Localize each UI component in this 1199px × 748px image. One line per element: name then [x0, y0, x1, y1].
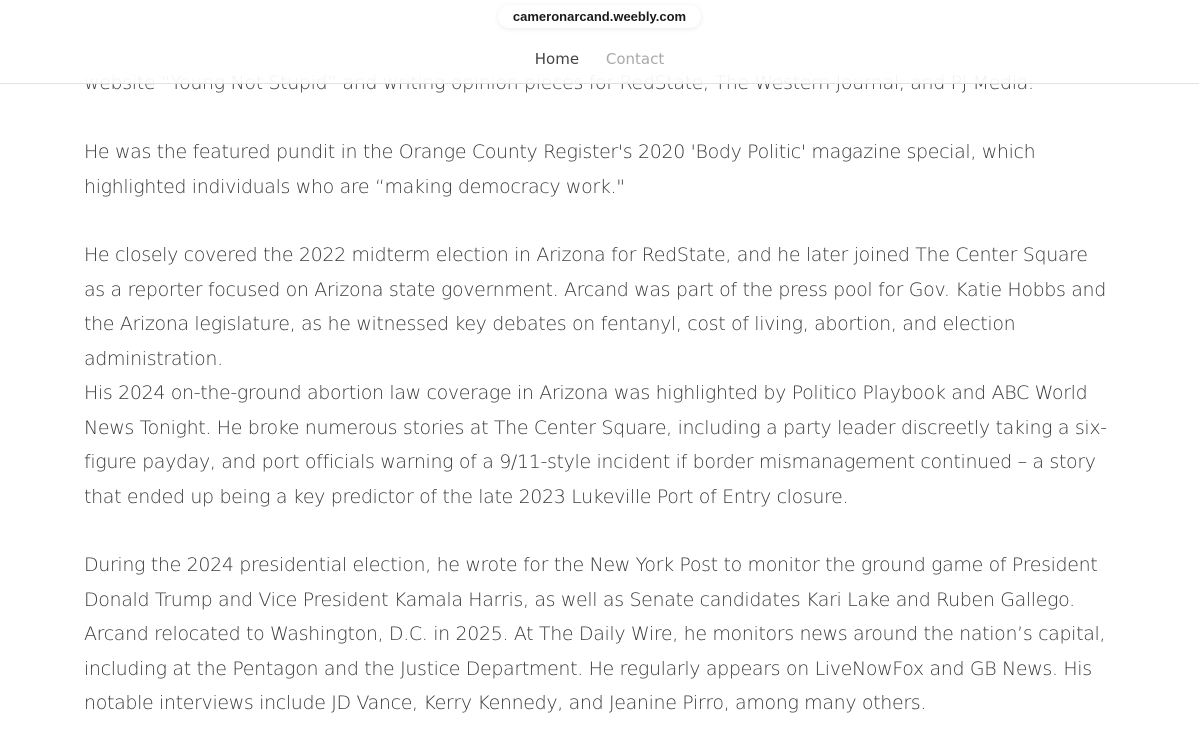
nav-item-contact[interactable]: Contact [605, 50, 665, 68]
bio-paragraph-3: He closely covered the 2022 midterm election in Arizona for RedState, and he later joined The Center Square as a reporter focused on Arizona state government. Arcand was part of the press pool for Gov. Katie Hobbs and the Arizona legislature, as he witnessed key debates on fentanyl, cost of living, abortion, and election administration. [84, 244, 1106, 370]
main-nav [0, 48, 1199, 70]
url-bar[interactable]: cameronarcand.weebly.com [498, 5, 701, 28]
site-header [0, 0, 1199, 84]
bio-paragraph-2: He was the featured pundit in the Orange County Register's 2020 'Body Politic' magazine special, which highlighted individuals who are “making democracy work." [84, 141, 1036, 198]
bio-paragraph-5: During the 2024 presidential election, he wrote for the New York Post to monitor the ground game of President Donald Trump and Vice President Kamala Harris, as well as Senate candidates Kari Lake and Ruben Gallego. Arcand relocated to Washington, D.C. in 2025. At The Daily Wire, he monitors news around the nation’s capital, including at the Pentagon and the Justice Department. He regularly appears on LiveNowFox and GB News. His notable interviews include JD Vance, Kerry Kennedy, and Jeanine Pirro, among many others. [84, 554, 1106, 714]
nav-item-home[interactable]: Home [534, 50, 580, 68]
bio-paragraph-4: His 2024 on-the-ground abortion law coverage in Arizona was highlighted by Politico Playbook and ABC World News Tonight. He broke numerous stories at The Center Square, including a party leader discreetly taking a six-figure payday, and port officials warning of a 9/11-style incident if border mismanagement continued – a story that ended up being a key predictor of the late 2023 Lukeville Port of Entry closure. [84, 382, 1107, 508]
